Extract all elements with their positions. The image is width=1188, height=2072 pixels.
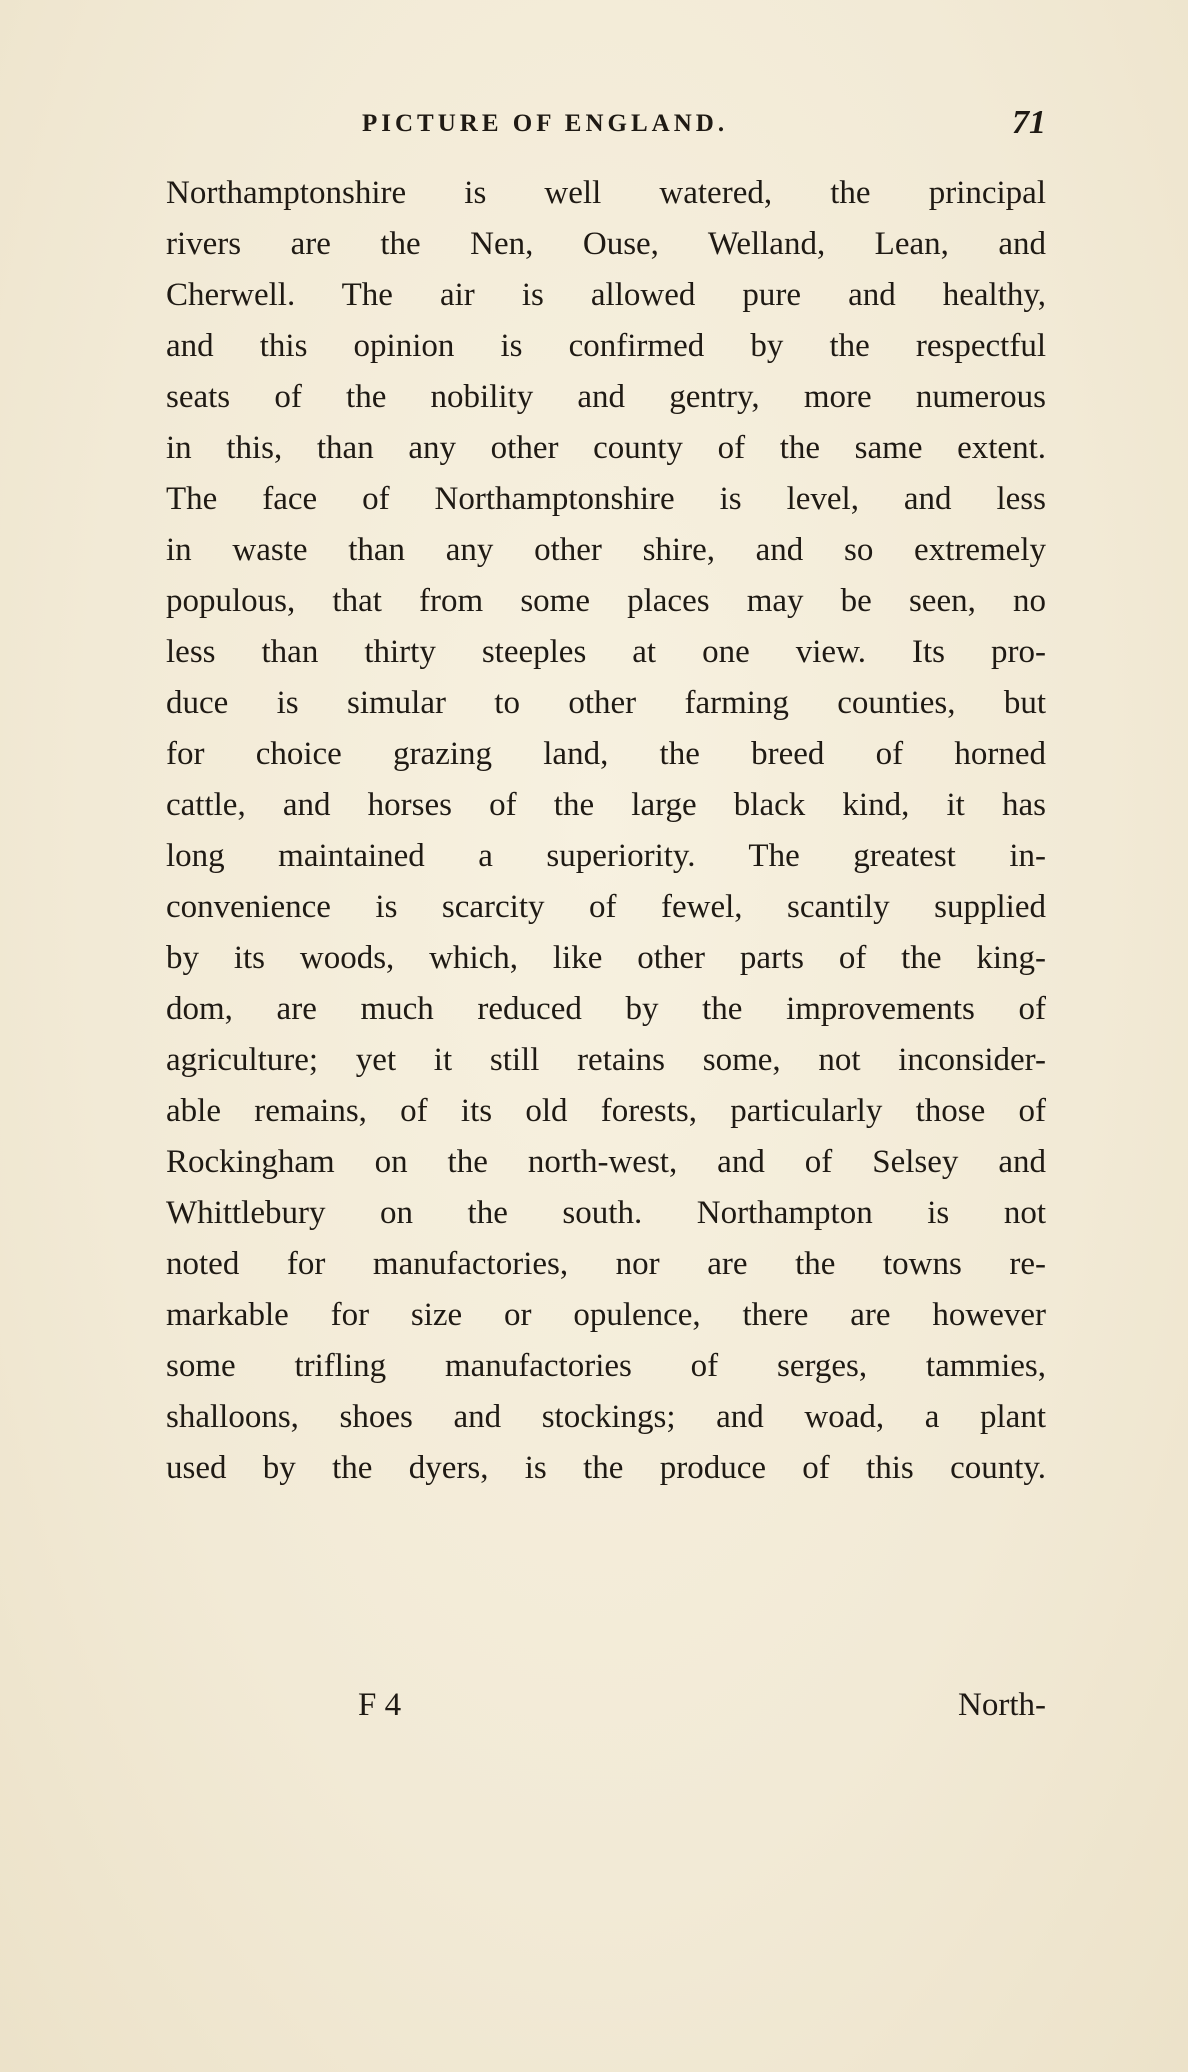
text-line: Cherwell. The air is allowed pure and healthy, <box>166 277 1046 313</box>
text-line: noted for manufactories, nor are the towns re- <box>166 1246 1046 1282</box>
text-line: agriculture; yet it still retains some, not inconsider- <box>166 1042 1046 1078</box>
text-line: The face of Northamptonshire is level, and less <box>166 481 1046 517</box>
text-line: seats of the nobility and gentry, more numerous <box>166 379 1046 415</box>
body-text <box>166 168 1046 1728</box>
running-head: PICTURE OF ENGLAND. <box>362 110 729 137</box>
text-line: duce is simular to other farming counties, but <box>166 685 1046 721</box>
catchword: North- <box>958 1687 1046 1723</box>
text-line: in waste than any other shire, and so extremely <box>166 532 1046 568</box>
page-footer <box>166 1680 1046 1731</box>
text-line: cattle, and horses of the large black kind, it has <box>166 787 1046 823</box>
text-line: Whittlebury on the south. Northampton is not <box>166 1195 1046 1231</box>
text-line: rivers are the Nen, Ouse, Welland, Lean, and <box>166 226 1046 262</box>
text-line: markable for size or opulence, there are however <box>166 1297 1046 1333</box>
text-line: used by the dyers, is the produce of this county. <box>166 1450 1046 1486</box>
text-line: and this opinion is confirmed by the respectful <box>166 328 1046 364</box>
text-line: long maintained a superiority. The greatest in- <box>166 838 1046 874</box>
text-line: dom, are much reduced by the improvements of <box>166 991 1046 1027</box>
text-line: able remains, of its old forests, particularly those of <box>166 1093 1046 1129</box>
signature-mark: F 4 <box>358 1687 402 1723</box>
text-line: populous, that from some places may be seen, no <box>166 583 1046 619</box>
text-line: in this, than any other county of the same extent. <box>166 430 1046 466</box>
text-line: some trifling manufactories of serges, tammies, <box>166 1348 1046 1384</box>
text-line: for choice grazing land, the breed of horned <box>166 736 1046 772</box>
text-line: Northamptonshire is well watered, the principal <box>166 175 1046 211</box>
text-line: shalloons, shoes and stockings; and woad, a plant <box>166 1399 1046 1435</box>
text-line: Rockingham on the north-west, and of Selsey and <box>166 1144 1046 1180</box>
text-line: convenience is scarcity of fewel, scantily supplied <box>166 889 1046 925</box>
text-line: by its woods, which, like other parts of the king- <box>166 940 1046 976</box>
page-header <box>166 104 1046 150</box>
text-line: less than thirty steeples at one view. Its pro- <box>166 634 1046 670</box>
page-number: 71 <box>1012 104 1046 141</box>
